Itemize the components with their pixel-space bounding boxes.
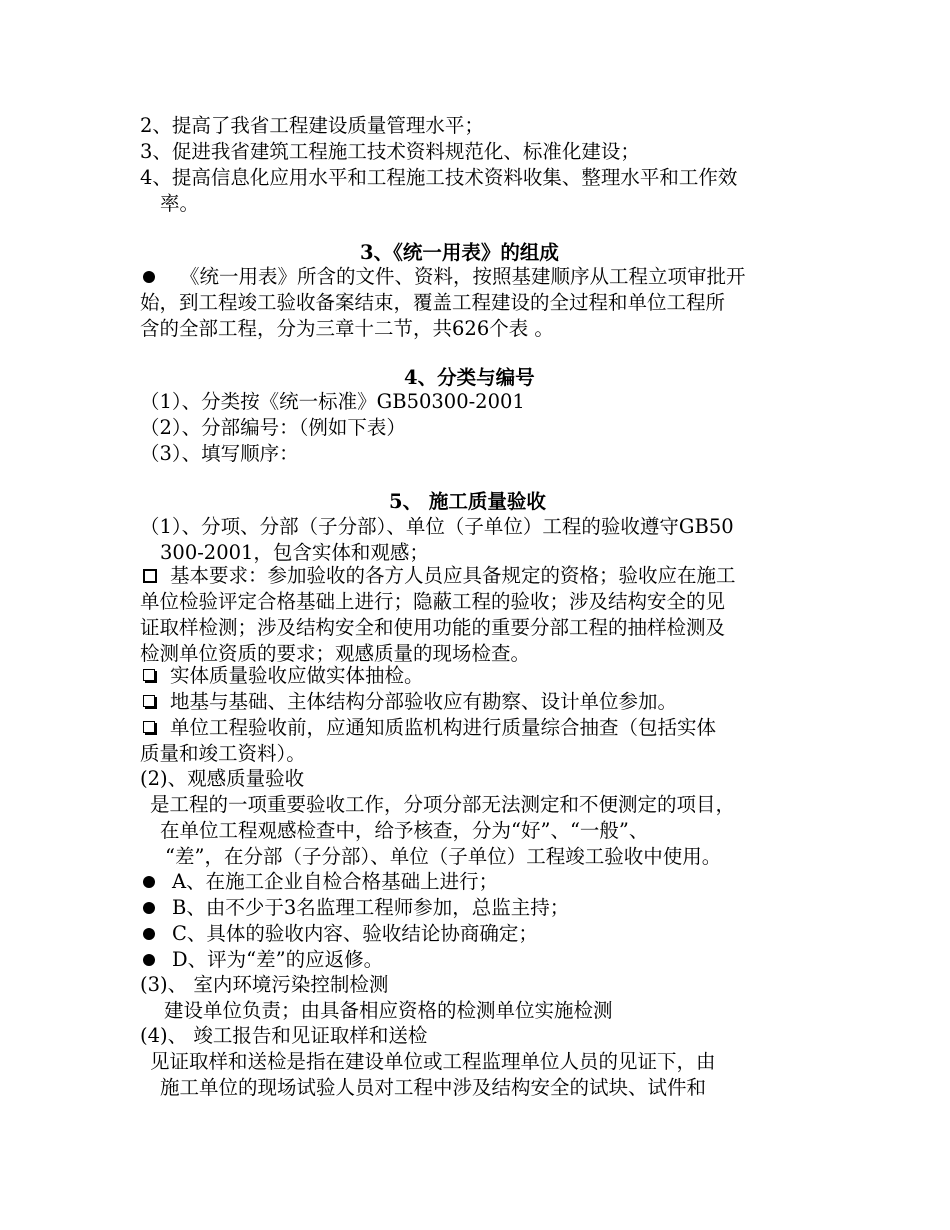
subsection-4-para: 见证取样和送检是指在建设单位或工程监理单位人员的见证下，由 [150, 1050, 716, 1073]
subsection-2-para-cont: “差”，在分部（子分部）、单位（子单位）工程竣工验收中使用。 [165, 845, 722, 868]
section-3-para-cont: 始，到工程竣工验收备案结束，覆盖工程建设的全过程和单位工程所 [140, 291, 726, 314]
subsection-2-title: (2)、观感质量验收 [140, 767, 305, 790]
check-item-2: 地基与基础、主体结构分部验收应有勘察、设计单位参加。 [170, 690, 678, 713]
bullet-icon [143, 271, 155, 283]
bullet-item-a: A、在施工企业自检合格基础上进行； [172, 870, 499, 893]
subsection-3-title: (3)、 室内环境污染控制检测 [140, 973, 389, 996]
check-item-3: 单位工程验收前，应通知质监机构进行质量综合抽查（包括实体 [170, 716, 717, 739]
basic-requirements-cont: 单位检验评定合格基础上进行；隐蔽工程的验收；涉及结构安全的见 [140, 590, 726, 613]
subsection-4-para-cont: 施工单位的现场试验人员对工程中涉及结构安全的试块、试件和 [160, 1076, 707, 1099]
subsection-4-title: (4)、 竣工报告和见证取样和送检 [140, 1024, 428, 1047]
checkbox-shadow-icon [143, 669, 155, 681]
intro-item-4: 4、提高信息化应用水平和工程施工技术资料收集、整理水平和工作效 [140, 166, 738, 189]
section-3-heading: 3、《统一用表》的组成 [360, 241, 559, 264]
section-3-para-cont: 含的全部工程，分为三章十二节，共626个表 。 [140, 317, 554, 340]
bullet-icon [143, 902, 155, 914]
section-4-item-3: （3）、填写顺序： [140, 442, 299, 465]
bullet-icon [143, 954, 155, 966]
subsection-2-para: 是工程的一项重要验收工作，分项分部无法测定和不便测定的项目， [150, 793, 736, 816]
bullet-icon [143, 876, 155, 888]
checkbox-square-icon [143, 569, 157, 583]
bullet-item-d: D、评为“差”的应返修。 [172, 948, 384, 971]
section-4-heading: 4、分类与编号 [404, 366, 535, 389]
section-4-item-2: （2）、分部编号：（例如下表） [140, 416, 406, 439]
basic-requirements-cont: 检测单位资质的要求；观感质量的现场检查。 [140, 642, 531, 665]
section-5-heading: 5、 施工质量验收 [389, 490, 546, 513]
bullet-item-b: B、由不少于3名监理工程师参加，总监主持； [172, 896, 570, 919]
bullet-item-c: C、具体的验收内容、验收结论协商确定； [172, 922, 538, 945]
intro-item-4-cont: 率。 [160, 192, 200, 215]
basic-requirements-cont: 证取样检测；涉及结构安全和使用功能的重要分部工程的抽样检测及 [140, 616, 726, 639]
intro-item-2: 2、提高了我省工程建设质量管理水平； [140, 114, 484, 137]
section-5-item-1-cont: 300-2001，包含实体和观感； [160, 541, 429, 564]
section-5-item-1: （1）、分项、分部（子分部）、单位（子单位）工程的验收遵守GB50 [140, 515, 734, 538]
basic-requirements: 基本要求：参加验收的各方人员应具备规定的资格；验收应在施工 [170, 564, 736, 587]
bullet-icon [143, 928, 155, 940]
section-3-para: 《统一用表》所含的文件、资料，按照基建顺序从工程立项审批开 [180, 265, 746, 288]
intro-item-3: 3、促进我省建筑工程施工技术资料规范化、标准化建设； [140, 140, 640, 163]
checkbox-shadow-icon [143, 695, 155, 707]
check-item-1: 实体质量验收应做实体抽检。 [170, 664, 424, 687]
subsection-2-para-cont: 在单位工程观感检查中，给予核查，分为“好”、“一般”、 [160, 819, 649, 842]
subsection-3-para: 建设单位负责；由具备相应资格的检测单位实施检测 [164, 999, 613, 1022]
section-4-item-1: （1）、分类按《统一标准》GB50300-2001 [140, 390, 525, 413]
check-item-3-cont: 质量和竣工资料）。 [140, 742, 306, 765]
checkbox-shadow-icon [143, 721, 155, 733]
